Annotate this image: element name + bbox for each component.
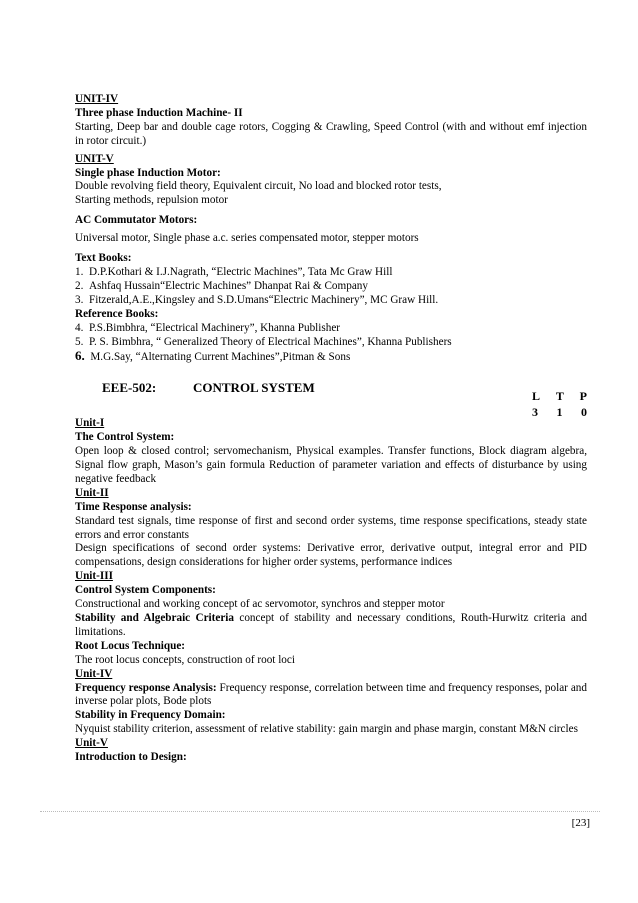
cs-unit3-heading: [75, 570, 587, 584]
ltp-header-row: [532, 388, 587, 404]
cs-unit1-body: Open loop & closed control; servomechanism, Physical examples. Transfer functions, Block diagram algebra, Signal flow graph, Mason’s gain formula Reduction of parameter variation and effects of disturbance by using negative feedback: [75, 445, 587, 485]
list-item-number: 1.: [75, 265, 84, 278]
list-item-number: 5.: [75, 335, 84, 348]
unit5-heading: [75, 153, 587, 167]
unit4-title: Three phase Induction Machine- II: [75, 106, 243, 119]
cs-unit2-heading-text: Unit-II: [75, 486, 109, 499]
unit4-body: Starting, Deep bar and double cage rotors, Cogging & Crawling, Speed Control (with and without emf injection in rotor circuit.): [75, 120, 587, 147]
ltp-p-value: 0: [581, 405, 587, 420]
cs-unit3-root-title: Root Locus Technique:: [75, 639, 186, 652]
list-item-text: Fitzerald,A.E.,Kingsley and S.D.Umans“Electric Machinery”, MC Graw Hill.: [88, 293, 439, 306]
ltp-l-label: L: [532, 389, 541, 404]
unit5-title: Single phase Induction Motor:: [75, 166, 221, 179]
reference-books-list: [75, 322, 587, 366]
cs-unit2-body1: Standard test signals, time response of first and second order systems, time response specifications, steady state errors and error constants: [75, 514, 587, 541]
list-item-number: 6.: [75, 348, 85, 364]
list-item-text: P.S.Bimbhra, “Electrical Machinery”, Khanna Publisher: [88, 321, 341, 334]
cs-unit1-title: The Control System:: [75, 431, 175, 444]
cs-unit3-root-body: The root locus concepts, construction of root loci: [75, 653, 295, 666]
cs-unit4-heading: [75, 668, 587, 682]
unit4-heading: UNIT-IV: [75, 93, 119, 105]
unit5-line2: Starting methods, repulsion motor: [75, 194, 228, 207]
cs-unit5-title: Introduction to Design:: [75, 751, 187, 764]
list-item-text: P. S. Bimbhra, “ Generalized Theory of Electrical Machines”, Khanna Publishers: [88, 335, 452, 348]
reference-books-heading: Reference Books:: [75, 307, 159, 320]
unit5-heading-text: UNIT-V: [75, 152, 114, 165]
ac-commutator-title-text: AC Commutator Motors:: [75, 214, 198, 227]
subject-header: [75, 375, 587, 420]
cs-unit3-stability: [75, 612, 587, 640]
list-item-number: 2.: [75, 279, 84, 292]
cs-unit5-heading: [75, 737, 587, 751]
cs-unit4-freq: [75, 682, 587, 710]
cs-unit4-stab-title: Stability in Frequency Domain:: [75, 709, 226, 722]
cs-unit3-body1: Constructional and working concept of ac servomotor, synchros and stepper motor: [75, 598, 445, 611]
cs-unit2-heading: [75, 487, 587, 501]
freq-body: Frequency response, correlation between time and frequency responses, polar and inverse polar plots, Bode plots: [75, 681, 587, 708]
ltp-table: [532, 388, 587, 420]
ltp-t-label: T: [555, 389, 564, 404]
cs-unit1-heading-text: Unit-I: [75, 417, 105, 430]
text-books-list: [75, 266, 587, 308]
footer-divider: [40, 811, 600, 812]
list-item: [75, 349, 587, 365]
cs-unit1-heading: [75, 417, 587, 431]
text-books-heading: Text Books:: [75, 252, 132, 265]
list-item: [75, 294, 587, 308]
ltp-l-value: 3: [532, 405, 538, 420]
list-item: [75, 322, 587, 336]
ltp-t-value: 1: [556, 405, 563, 420]
document-page: [75, 93, 587, 765]
list-item: [75, 266, 587, 280]
cs-unit2-body2: Design specifications of second order systems: Derivative error, derivative output, integral error and PID compensations, design considerations for higher order systems, performance indices: [75, 542, 587, 569]
subject-title: CONTROL SYSTEM: [193, 380, 315, 396]
ac-commutator-body: Universal motor, Single phase a.c. series compensated motor, stepper motors: [75, 232, 419, 245]
list-item-text: D.P.Kothari & I.J.Nagrath, “Electric Machines”, Tata Mc Graw Hill: [88, 265, 393, 278]
freq-title: Frequency response Analysis:: [75, 681, 217, 694]
cs-unit3-title: Control System Components:: [75, 584, 216, 597]
list-item: [75, 280, 587, 294]
cs-unit4-heading-text: Unit-IV: [75, 667, 113, 680]
cs-unit2-title: Time Response analysis:: [75, 500, 192, 513]
stability-body: concept of stability and necessary conditions, Routh-Hurwitz criteria and limitations.: [75, 612, 587, 638]
unit5-line1: Double revolving field theory, Equivalent circuit, No load and blocked rotor tests,: [75, 180, 442, 193]
list-item-text: Ashfaq Hussain“Electric Machines” Dhanpat Rai & Company: [88, 279, 368, 292]
cs-unit5-heading-text: Unit-V: [75, 737, 108, 750]
list-item-number: 3.: [75, 293, 84, 306]
list-item: [75, 336, 587, 350]
ltp-p-label: P: [579, 389, 587, 404]
cs-unit3-heading-text: Unit-III: [75, 570, 113, 583]
subject-code: EEE-502:: [102, 380, 157, 396]
ac-commutator-title: [75, 214, 587, 228]
ltp-value-row: [532, 404, 587, 420]
cs-unit4-stab-body: Nyquist stability criterion, assessment of relative stability: gain margin and phase margin, constant M&N circles: [75, 723, 578, 736]
page-number: [23]: [571, 817, 590, 829]
list-item-text: M.G.Say, “Alternating Current Machines”,Pitman & Sons: [90, 351, 351, 364]
list-item-number: 4.: [75, 321, 84, 334]
stability-title: Stability and Algebraic Criteria: [75, 612, 235, 624]
